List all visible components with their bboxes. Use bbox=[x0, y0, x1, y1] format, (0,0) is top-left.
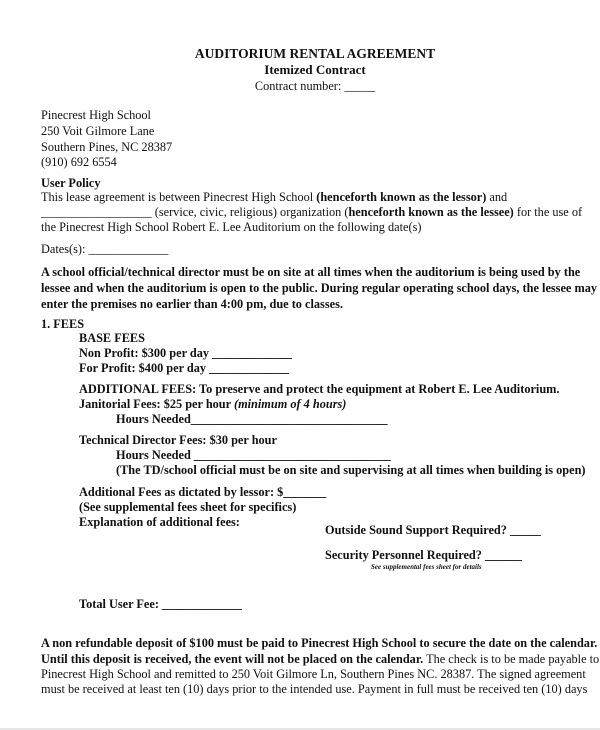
text: __________________ (service, civic, religious) organization ( bbox=[41, 205, 349, 219]
text: This lease agreement is between Pinecrest High School bbox=[41, 190, 317, 204]
supplemental-note: (See supplemental fees sheet for specifics) bbox=[79, 500, 297, 514]
contract-number: Contract number: _____ bbox=[254, 79, 376, 93]
dates-field: Dates(s): _____________ bbox=[41, 242, 169, 256]
deposit-line: A non refundable deposit of $100 must be paid to Pinecrest High School to secure the date on the calendar. bbox=[41, 636, 598, 650]
notice-line: A school official/technical director must be on site at all times when the auditorium is being used by the bbox=[41, 265, 581, 279]
policy-line bbox=[41, 205, 582, 220]
address-line: Southern Pines, NC 28387 bbox=[41, 140, 173, 154]
base-fees-heading: BASE FEES bbox=[79, 331, 145, 345]
text: The check is to be made payable to bbox=[423, 652, 600, 666]
deposit-line bbox=[41, 652, 599, 667]
text: henceforth known as the lessee) bbox=[348, 205, 514, 219]
td-note: (The TD/school official must be on site and supervising at all times when building is open) bbox=[116, 463, 586, 477]
technical-director-fee: Technical Director Fees: $30 per hour bbox=[79, 433, 277, 447]
text: (henceforth known as the lessor) bbox=[316, 190, 487, 204]
policy-line: the Pinecrest High School Robert E. Lee Auditorium on the following date(s) bbox=[41, 220, 422, 234]
lessor-fees: Additional Fees as dictated by lessor: $_______ bbox=[79, 485, 327, 499]
text: (minimum of 4 hours) bbox=[233, 397, 347, 411]
deposit-line: Pinecrest High School and remitted to 250 Voit Gilmore Ln, Southern Pines NC. 28387. The signed agreement bbox=[41, 667, 586, 681]
document-subtitle: Itemized Contract bbox=[264, 62, 366, 77]
explanation-label: Explanation of additional fees: bbox=[79, 515, 240, 529]
sound-support-question: Outside Sound Support Required? _____ bbox=[325, 523, 541, 537]
text: Janitorial Fees: $25 per hour bbox=[79, 397, 234, 411]
text: for the use of bbox=[513, 205, 583, 219]
policy-line bbox=[41, 190, 507, 205]
text: Until this deposit is received, the event will not be placed on the calendar. bbox=[41, 652, 424, 666]
document-title: AUDITORIUM RENTAL AGREEMENT bbox=[194, 46, 436, 61]
for-profit-fee: For Profit: $400 per day _____________ bbox=[79, 361, 290, 375]
security-note: See supplemental fees sheet for details bbox=[371, 563, 482, 571]
non-profit-fee: Non Profit: $300 per day _____________ bbox=[79, 346, 293, 360]
janitorial-fee bbox=[79, 397, 346, 412]
hours-needed-technical: Hours Needed ________________________________ bbox=[116, 448, 391, 462]
hours-needed-janitorial: Hours Needed________________________________ bbox=[116, 412, 388, 426]
fees-heading: 1. FEES bbox=[41, 317, 85, 331]
phone-number: (910) 692 6554 bbox=[41, 155, 117, 169]
total-user-fee: Total User Fee: _____________ bbox=[79, 597, 242, 611]
address-line: Pinecrest High School bbox=[41, 108, 151, 122]
notice-line: lessee and when the auditorium is open to the public. During regular operating school days, the lessee may bbox=[41, 281, 598, 295]
text: and bbox=[486, 190, 508, 204]
deposit-line: must be received at least ten (10) days prior to the intended use. Payment in full must be received ten (10) days bbox=[41, 682, 588, 696]
additional-fees-heading: ADDITIONAL FEES: To preserve and protect the equipment at Robert E. Lee Auditorium. bbox=[79, 382, 560, 396]
user-policy-heading: User Policy bbox=[41, 176, 101, 190]
notice-line: enter the premises no earlier than 4:00 pm, due to classes. bbox=[41, 297, 343, 311]
address-line: 250 Voit Gilmore Lane bbox=[41, 124, 155, 138]
security-question: Security Personnel Required? ______ bbox=[325, 548, 522, 562]
